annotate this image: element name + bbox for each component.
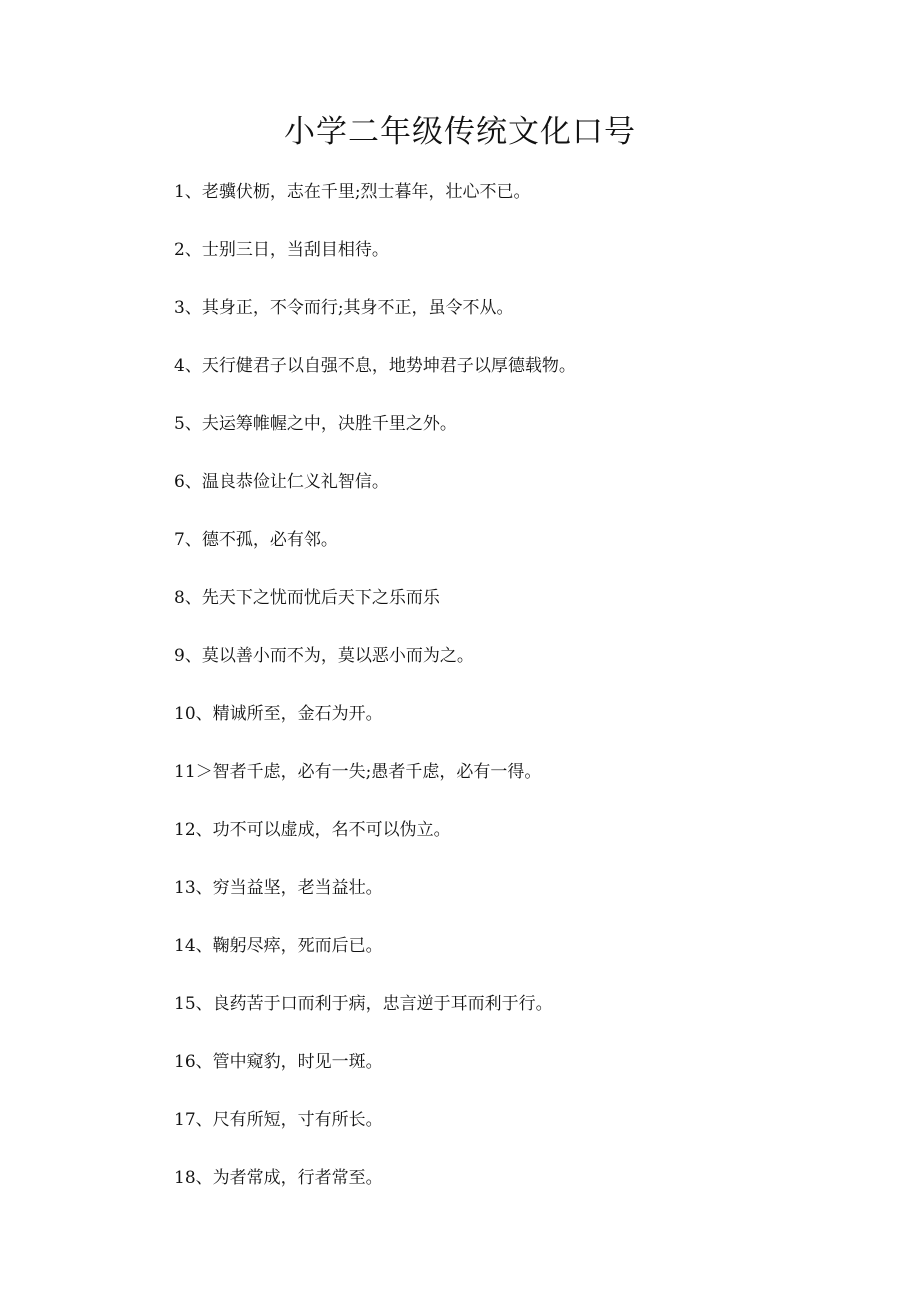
slogan-item-6: 6、温良恭俭让仁义礼智信。: [174, 472, 389, 492]
slogan-item-8: 8、先天下之忧而忧后天下之乐而乐: [174, 588, 440, 608]
slogan-item-15: 15、良药苦于口而利于病，忠言逆于耳而利于行。: [174, 994, 553, 1014]
slogan-list: [174, 178, 576, 1222]
slogan-item-9: 9、莫以善小而不为，莫以恶小而为之。: [174, 646, 474, 666]
slogan-item-14: 14、鞠躬尽瘁，死而后已。: [174, 936, 383, 956]
slogan-item-4: 4、天行健君子以自强不息，地势坤君子以厚德载物。: [174, 356, 576, 376]
slogan-item-18: 18、为者常成，行者常至。: [174, 1168, 383, 1188]
slogan-item-13: 13、穷当益坚，老当益壮。: [174, 878, 383, 898]
slogan-item-5: 5、夫运筹帷幄之中，决胜千里之外。: [174, 414, 457, 434]
slogan-item-7: 7、德不孤，必有邻。: [174, 530, 338, 550]
slogan-item-1: 1、老骥伏枥，志在千里;烈士暮年，壮心不已。: [174, 182, 531, 202]
document-title: 小学二年级传统文化口号: [284, 114, 636, 150]
slogan-item-12: 12、功不可以虚成，名不可以伪立。: [174, 820, 451, 840]
slogan-item-17: 17、尺有所短，寸有所长。: [174, 1110, 383, 1130]
slogan-item-10: 10、精诚所至，金石为开。: [174, 704, 383, 724]
slogan-item-2: 2、士别三日，当刮目相待。: [174, 240, 389, 260]
slogan-item-11: 11＞智者千虑，必有一失;愚者千虑，必有一得。: [174, 762, 542, 782]
slogan-item-16: 16、管中窥豹，时见一斑。: [174, 1052, 383, 1072]
slogan-item-3: 3、其身正，不令而行;其身不正，虽令不从。: [174, 298, 514, 318]
